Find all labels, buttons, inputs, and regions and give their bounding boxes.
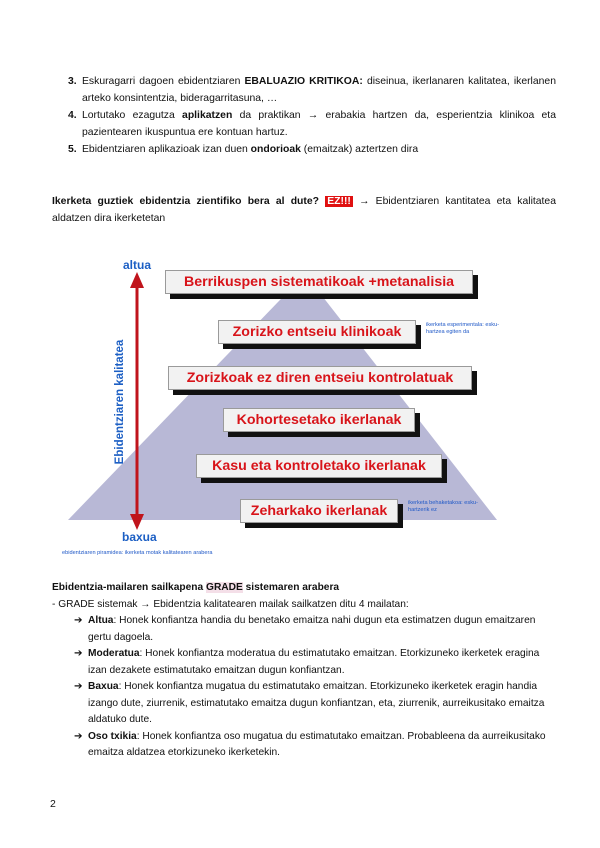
item-text: Lortutako ezagutza aplikatzen da praktikan → erabakia hartzen da, esperientzia klinikoa eta pazientearen ikuspuntua ere kontuan hartuz. (82, 110, 556, 138)
item-text: Ebidentziaren aplikazioak izan duen ondorioak (emaitzak) aztertzen dira (82, 144, 419, 155)
note-experimental: ikerketa esperimentala: esku-hartzea egiten da (426, 322, 500, 335)
item-number: 3. (68, 76, 77, 87)
numbered-list (52, 74, 556, 160)
ez-badge: EZ!!! (327, 196, 351, 207)
arrow-up-head (130, 272, 144, 288)
note-caption: ebidentziaren piramidea: ikerketa motak kalitatearen arabera (62, 550, 213, 556)
page-number: 2 (50, 798, 56, 810)
pyramid-shape (68, 274, 497, 520)
low-label: baxua (122, 530, 157, 544)
grade-highlight: GRADE (206, 582, 243, 593)
level-nonrandomized-trials: Zorizkoak ez diren entseiu kontrolatuak (168, 366, 472, 390)
question-paragraph (52, 194, 556, 227)
grade-levels-list (74, 613, 556, 762)
level-cross-sectional: Zeharkako ikerlanak (240, 499, 398, 523)
arrow-icon: ➔ (74, 615, 83, 626)
evidence-pyramid-diagram (60, 258, 550, 568)
note-observational: ikerketa behaketakoa: esku-hartzerik ez (408, 500, 478, 513)
level-cohort-studies: Kohortesetako ikerlanak (223, 408, 415, 432)
item-text: Eskuragarri dagoen ebidentziaren EBALUAZIO KRITIKOA: diseinua, ikerlanaren kalitatea, ikerlanen arteko konsintentzia, bideragarritasuna, … (82, 76, 556, 104)
level-case-control: Kasu eta kontroletako ikerlanak (196, 454, 442, 478)
item-number: 5. (68, 144, 77, 155)
list-item: ➔ Baxua: Honek konfiantza mugatua du estimatutako emaitzan. Etorkizuneko ikerketek eragin handia izango dute, ziurrenik, estimatutako emaitza dugun konfiantzan, eta, ziurrenik, aurreikusitako emaitza aldatuko dute. (74, 679, 556, 729)
grade-intro: - GRADE sistemak → Ebidentzia kalitatearen mailak sailkatzen ditu 4 mailatan: (52, 598, 409, 610)
list-item: ➔ Oso txikia: Honek konfiantza oso mugatua du estimatutako emaitzan. Probableena da aurreikusitako emaitza aldatzea etorkizuneko ikerketekin. (74, 729, 556, 762)
arrow-icon: ➔ (74, 730, 83, 742)
high-label: altua (123, 258, 152, 272)
list-item (52, 108, 556, 141)
item-number: 4. (68, 110, 77, 121)
arrow-icon: ➔ (74, 681, 83, 692)
level-randomized-trials: Zorizko entseiu klinikoak (218, 320, 416, 344)
grade-section (52, 580, 556, 762)
list-item: ➔ Moderatua: Honek konfiantza moderatua du estimatutako emaitzan. Etorkizuneko ikerketek eragina izan dezakete estimatutako emaitzan dugun konfiantzan. (74, 646, 556, 679)
question-answer: → Ebidentziaren kantitatea eta kalitatea aldatzen dira ikerketetan (52, 196, 556, 224)
list-item (52, 142, 556, 159)
list-item (52, 74, 556, 107)
level-systematic-reviews: Berrikuspen sistematikoak +metanalisia (165, 270, 473, 294)
grade-title: Ebidentzia-mailaren sailkapena GRADE sistemaren arabera (52, 582, 340, 593)
list-item: ➔ Altua: Honek konfiantza handia du benetako emaitza nahi dugun eta estimatzen dugun emaitzaren gertu dagoela. (74, 613, 556, 646)
arrow-down-head (130, 514, 144, 530)
arrow-icon: ➔ (74, 648, 83, 659)
quality-axis-label: Ebidentziaren kalitatea (114, 339, 126, 465)
question-text: Ikerketa guztiek ebidentzia zientifiko bera al dute? (52, 196, 319, 207)
